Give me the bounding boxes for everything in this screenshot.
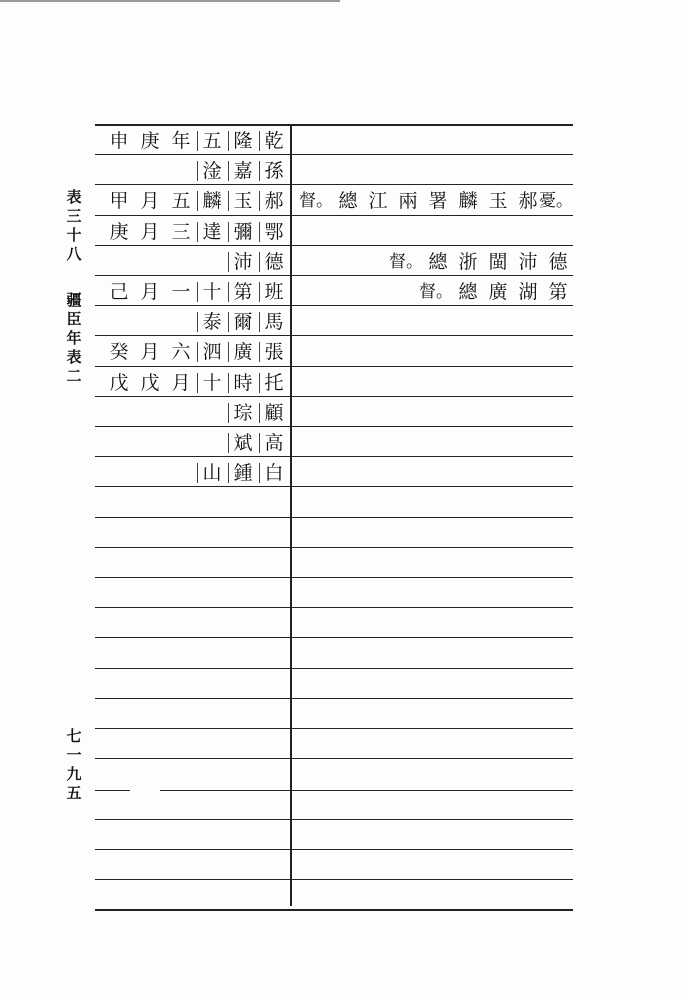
left-char: 時 [233, 372, 253, 394]
right-char: 郝 [518, 190, 538, 212]
right-char: 德 [548, 251, 568, 273]
left-cell [95, 217, 290, 247]
title-char: 表 [66, 348, 82, 366]
table-row [95, 247, 573, 277]
left-char: 申 [109, 130, 129, 152]
left-char: 三 [171, 221, 191, 243]
proper-noun-mark [228, 191, 229, 211]
left-char: 孫 [264, 160, 284, 182]
proper-noun-mark [197, 191, 198, 211]
left-char: 馬 [264, 311, 284, 333]
rule-line [95, 517, 573, 518]
right-char: 兩 [398, 190, 418, 212]
table-number-char: 八 [66, 245, 82, 263]
right-cell [295, 247, 573, 277]
proper-noun-mark [259, 131, 260, 151]
left-char: 五 [202, 130, 222, 152]
proper-noun-mark [228, 282, 229, 302]
page-number [60, 727, 88, 803]
proper-noun-mark [259, 161, 260, 181]
rule-line [95, 909, 573, 911]
right-char: 第 [548, 281, 568, 303]
left-char: 顧 [264, 402, 284, 424]
rule-line [95, 879, 573, 880]
left-char: 麟 [202, 190, 222, 212]
table-row [95, 337, 573, 367]
left-cell [95, 156, 290, 186]
left-cell [95, 277, 290, 307]
left-char: 十 [202, 372, 222, 394]
rule-line [95, 668, 573, 669]
left-char: 隆 [233, 130, 253, 152]
left-char: 張 [264, 341, 284, 363]
left-char: 戊 [109, 372, 129, 394]
right-char: 總 [458, 281, 478, 303]
right-cell [295, 186, 573, 216]
left-char: 爾 [233, 311, 253, 333]
table-row [95, 398, 573, 428]
left-char: 泰 [202, 311, 222, 333]
left-char: 月 [140, 341, 160, 363]
table-row [95, 277, 573, 307]
rule-line [95, 728, 573, 729]
proper-noun-mark [228, 252, 229, 272]
page-number-char: 一 [66, 746, 82, 764]
left-char: 鍾 [233, 462, 253, 484]
left-char: 達 [202, 221, 222, 243]
table-row [95, 186, 573, 216]
proper-noun-mark [228, 222, 229, 242]
left-cell [95, 428, 290, 458]
right-char: 督。 [419, 282, 453, 302]
title-char: 年 [66, 329, 82, 347]
left-char: 鄂 [264, 221, 284, 243]
left-char: 山 [202, 462, 222, 484]
proper-noun-mark [228, 131, 229, 151]
proper-noun-mark [197, 312, 198, 332]
proper-noun-mark [259, 403, 260, 423]
right-char: 江 [368, 190, 388, 212]
rule-line [95, 758, 573, 759]
page-number-char: 五 [66, 784, 82, 802]
rule-line [95, 698, 573, 699]
rule-line [95, 547, 573, 548]
left-char: 甲 [109, 190, 129, 212]
right-char: 湖 [518, 281, 538, 303]
table-row [95, 217, 573, 247]
right-char: 沛 [518, 251, 538, 273]
proper-noun-mark [259, 433, 260, 453]
proper-noun-mark [259, 312, 260, 332]
proper-noun-mark [197, 282, 198, 302]
rule-line [95, 819, 573, 820]
right-char: 督。 [389, 252, 423, 272]
left-char: 白 [264, 462, 284, 484]
title-char: 臣 [66, 310, 82, 328]
margin-title [60, 291, 88, 386]
left-char: 彌 [233, 221, 253, 243]
proper-noun-mark [197, 131, 198, 151]
left-char: 年 [171, 130, 191, 152]
table-row [95, 458, 573, 488]
proper-noun-mark [228, 161, 229, 181]
right-char: 廣 [488, 281, 508, 303]
left-char: 琮 [233, 402, 253, 424]
left-char: 玉 [233, 190, 253, 212]
rule-line [95, 577, 573, 578]
table-row [95, 368, 573, 398]
left-char: 月 [171, 372, 191, 394]
proper-noun-mark [259, 463, 260, 483]
left-char: 第 [233, 281, 253, 303]
left-char: 六 [171, 341, 191, 363]
right-cell [295, 277, 573, 307]
left-cell [95, 126, 290, 156]
table-row [95, 428, 573, 458]
rule-line [95, 849, 573, 850]
rule-line [95, 637, 573, 638]
table-row [95, 307, 573, 337]
proper-noun-mark [228, 463, 229, 483]
left-cell [95, 247, 290, 277]
proper-noun-mark [259, 222, 260, 242]
left-cell [95, 186, 290, 216]
proper-noun-mark [259, 373, 260, 393]
table-row [95, 126, 573, 156]
left-char: 五 [171, 190, 191, 212]
rule-line [160, 790, 573, 791]
table-number-char: 表 [66, 188, 82, 206]
proper-noun-mark [197, 161, 198, 181]
left-char: 托 [264, 372, 284, 394]
title-char: 二 [66, 367, 82, 385]
left-char: 己 [109, 281, 129, 303]
left-char: 十 [202, 281, 222, 303]
right-char: 督。 [299, 191, 333, 211]
right-char: 玉 [488, 190, 508, 212]
proper-noun-mark [259, 191, 260, 211]
left-char: 一 [171, 281, 191, 303]
left-char: 戊 [140, 372, 160, 394]
left-char: 月 [140, 281, 160, 303]
left-cell [95, 307, 290, 337]
left-char: 庚 [140, 130, 160, 152]
proper-noun-mark [197, 222, 198, 242]
rule-line [95, 790, 130, 791]
right-char: 總 [338, 190, 358, 212]
right-char: 署 [428, 190, 448, 212]
left-char: 泗 [202, 341, 222, 363]
margin-table-number [60, 188, 88, 264]
right-char: 憂。 [539, 191, 573, 211]
proper-noun-mark [197, 463, 198, 483]
proper-noun-mark [259, 342, 260, 362]
proper-noun-mark [197, 373, 198, 393]
left-char: 乾 [264, 130, 284, 152]
left-cell [95, 368, 290, 398]
right-char: 麟 [458, 190, 478, 212]
left-char: 德 [264, 251, 284, 273]
proper-noun-mark [197, 342, 198, 362]
left-char: 班 [264, 281, 284, 303]
left-cell [95, 398, 290, 428]
rule-line [95, 607, 573, 608]
proper-noun-mark [228, 312, 229, 332]
table-number-char: 十 [66, 226, 82, 244]
page-number-char: 九 [66, 765, 82, 783]
left-char: 癸 [109, 341, 129, 363]
right-char: 浙 [458, 251, 478, 273]
proper-noun-mark [259, 282, 260, 302]
proper-noun-mark [228, 342, 229, 362]
proper-noun-mark [228, 433, 229, 453]
left-char: 庚 [109, 221, 129, 243]
left-char: 嘉 [233, 160, 253, 182]
right-char: 總 [428, 251, 448, 273]
left-char: 斌 [233, 432, 253, 454]
scan-edge-line [0, 0, 340, 2]
proper-noun-mark [228, 403, 229, 423]
left-char: 郝 [264, 190, 284, 212]
left-char: 廣 [233, 341, 253, 363]
page-number-char: 七 [66, 727, 82, 745]
left-cell [95, 458, 290, 488]
left-char: 月 [140, 190, 160, 212]
left-char: 沛 [233, 251, 253, 273]
table-number-char: 三 [66, 207, 82, 225]
left-char: 淦 [202, 160, 222, 182]
right-char: 閩 [488, 251, 508, 273]
proper-noun-mark [228, 373, 229, 393]
proper-noun-mark [259, 252, 260, 272]
left-char: 月 [140, 221, 160, 243]
left-char: 高 [264, 432, 284, 454]
table-row [95, 156, 573, 186]
title-char: 疆 [66, 291, 82, 309]
left-cell [95, 337, 290, 367]
